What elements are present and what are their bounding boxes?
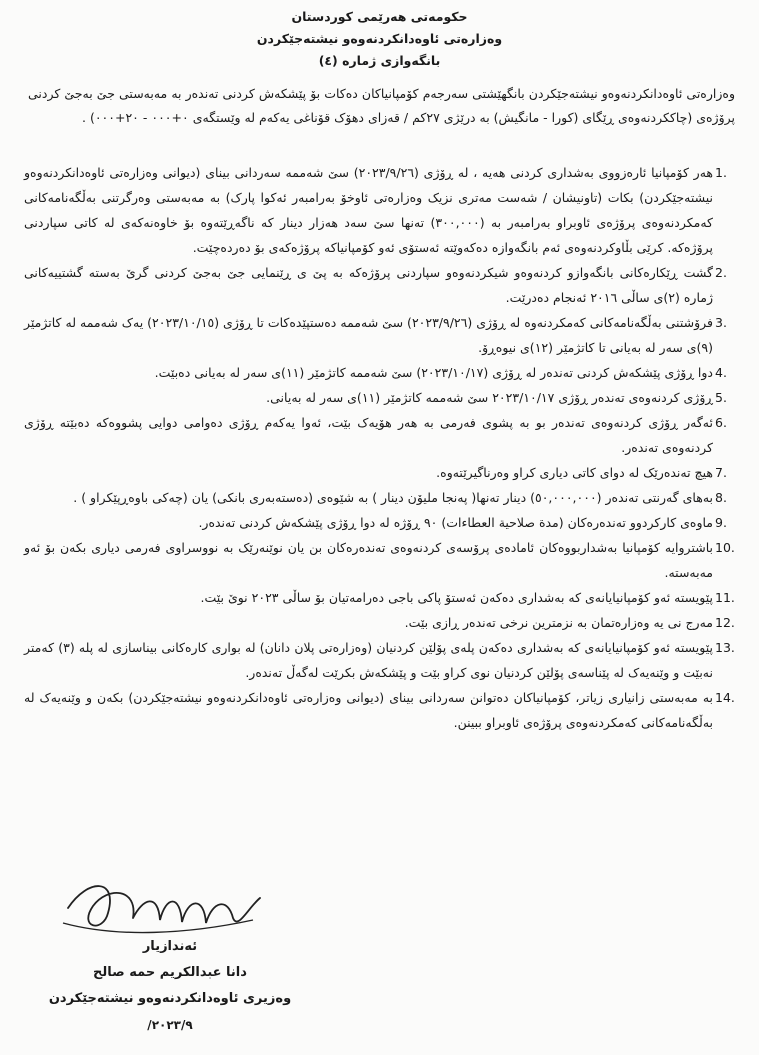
- signatory-name: دانا عبدالکریم حمە صالح: [93, 965, 247, 980]
- condition-text: پێویستە ئەو کۆمپانیایانەی کە بەشداری دەکەن پلەی پۆلێن کردنیان (وەزارەتی پلان دانان) لە بواری کارەکانی بیناسازی لە پلە (٣) کەمتر نەبێت و وێنەیەک لە پێناسەی پۆلێن کردنیان نوی کراو بێت و پێشکەش بکرێت لەگەڵ تەندەر.: [24, 640, 713, 680]
- condition-text: هەر کۆمپانیا ئارەزووی بەشداری کردنی هەیە ، لە ڕۆژی (٢٠٢٣/٩/٢٦) سێ شەممە سەردانی بینای (دیوانی وەزارەتی ئاوەدانکردنەوەو نیشتەجێکردن) بکات (تاونیشان / شەست مەتری نزیک وەزارەتی ئاوخۆ بەرامبەر ئەکوا پارک) بە مەبەستی وەرگرتنی بەڵگەنامەکانی کەمکردنەوەی پرۆژەی ئاوبراو بەرامبەر بە (٣٠٠,٠٠٠) تەنها سێ سەد هەزار دینار کە ناگەڕێتەوە بۆ خاوەنەکەی لە کاتی سپاردنی پرۆژەکە. کرێی بڵاوکردنەوەی ئەم بانگەوازە دەکەوێتە ئەستۆی ئەو کۆمپانیاکە پرۆژەکەی بۆ دەردەچێت.: [24, 165, 713, 255]
- condition-text: باشتروایە کۆمپانیا بەشداربووەکان ئامادەی پرۆسەی کردنەوەی تەندەرەکان بن یان نوێنەرێک بە نووسراوی فەرمی دیاری بکەن بۆ ئەو مەبەستە.: [24, 540, 713, 580]
- condition-item: [24, 635, 741, 685]
- ministry-name: وەزارەتی ئاوەدانکردنەوەو نیشتەجێکردن: [256, 31, 503, 46]
- condition-number: 5.: [715, 390, 727, 405]
- signature-block: [20, 860, 320, 1050]
- conditions-list: [24, 160, 741, 735]
- condition-number: 2.: [715, 265, 727, 280]
- condition-text: دوا ڕۆژی پێشکەش کردنی تەندەر لە ڕۆژی (٢٠٢٣/١٠/١٧) سێ شەممە کاتژمێر (١١)ی سەر لە بەیانی دەبێت.: [154, 365, 713, 380]
- condition-item: [24, 510, 741, 535]
- condition-text: فرۆشتنی بەڵگەنامەکانی کەمکردنەوە لە ڕۆژی (٢٠٢٣/٩/٢٦) سێ شەممە دەستپێدەکات تا ڕۆژی (٢٠٢٣/١٠/١٥) یەک شەممە لە کاتژمێر (٩)ی سەر لە بەیانی تا کاتژمێر (١٢)ی نیوەڕۆ.: [24, 315, 713, 355]
- announcement-number: بانگەوازی ژمارە (٤): [318, 53, 441, 68]
- condition-item: [24, 410, 741, 460]
- condition-number: 13.: [715, 640, 735, 655]
- signature-date: ٢٠٢٣/٩/: [147, 1018, 193, 1032]
- condition-item: [24, 535, 741, 585]
- condition-text: ئەگەر ڕۆژی کردنەوەی تەندەر بو بە پشوی فەرمی بە هەر هۆیەک بێت، ئەوا یەکەم ڕۆژی دەوامی دوایی پشووەکە دەبێتە ڕۆژی کردنەوەی تەندەر.: [24, 415, 713, 455]
- condition-item: [24, 360, 741, 385]
- condition-number: 11.: [715, 590, 735, 605]
- condition-item: [24, 685, 741, 735]
- condition-text: پێویستە ئەو کۆمپانیایانەی کە بەشداری دەکەن ئەستۆ پاکی باجی دەرامەتیان بۆ ساڵی ٢٠٢٣ نوێ بێت.: [200, 590, 713, 605]
- condition-text: بەهای گەرنتی تەندەر (٥٠,٠٠٠,٠٠٠) دینار تەنها( پەنجا ملیۆن دینار ) بە شێوەی (دەستەبەری بانکی) یان (چەکی باوەڕپێکراو ) .: [73, 490, 713, 505]
- condition-item: [24, 485, 741, 510]
- condition-number: 14.: [715, 690, 735, 705]
- document-header: [0, 6, 759, 72]
- condition-text: گشت ڕێکارەکانی بانگەوازو کردنەوەو شیکردنەوەو سپاردنی پرۆژەکە بە پێ ی ڕێنمایی جێ بەجێ کردنی گرێ بەستە گشتییەکانی ژمارە (٢)ی ساڵی ٢٠١٦ ئەنجام دەدرێت.: [24, 265, 713, 305]
- condition-number: 4.: [715, 365, 727, 380]
- condition-number: 10.: [715, 540, 735, 555]
- signatory-title: ئەندازیار: [142, 939, 198, 954]
- condition-text: ماوەی کارکردوو تەندەرەکان (مدة صلاحیة العطاءات) ٩٠ ڕۆژە لە دوا ڕۆژی پێشکەش کردنی تەندەر.: [198, 515, 713, 530]
- condition-number: 8.: [715, 490, 727, 505]
- condition-number: 1.: [715, 165, 727, 180]
- condition-item: [24, 460, 741, 485]
- condition-number: 7.: [715, 465, 727, 480]
- condition-item: [24, 585, 741, 610]
- condition-text: ڕۆژی کردنەوەی تەندەر ڕۆژی ٢٠٢٣/١٠/١٧ سێ شەممە کاتژمێر (١١)ی سەر لە بەیانی.: [266, 390, 713, 405]
- condition-text: مەرج نی یە وەزارەتمان بە نزمترین نرخی تەندەر ڕازی بێت.: [404, 615, 713, 630]
- condition-number: 12.: [715, 615, 735, 630]
- government-name: حکومەتی هەرێمی کوردستان: [291, 9, 468, 24]
- intro-paragraph: وەزارەتی ئاوەدانکردنەوەو نیشتەجێکردن بانگهێشتی سەرجەم کۆمپانیاکان دەکات بۆ پێشکەش کردنی تەندەر بە مەبەستی جێ بەجێ کردنی پرۆژەی (چاککردنەوەی ڕێگای (کورا - مانگیش) بە درێژی ٢٧کم / قەزای دهۆک قۆناغی یەکەم لە وێستگەی ٠+٠٠٠ - ٢٠+٠٠٠) .: [28, 86, 735, 125]
- condition-text: هیچ تەندەرێک لە دوای کاتی دیاری کراو وەرناگیرێتەوە.: [436, 465, 713, 480]
- signatory-position: وەزیری ئاوەدانکردنەوەو نیشتەجێکردن: [48, 991, 292, 1006]
- condition-item: [24, 160, 741, 260]
- condition-item: [24, 385, 741, 410]
- condition-text: بە مەبەستی زانیاری زیاتر، کۆمپانیاکان دەتوانن سەردانی بینای (دیوانی وەزارەتی ئاوەدانکردنەوەو نیشتەجێکردن) بکەن و وێنەیەک لە بەڵگەنامەکانی کەمکردنەوەی پرۆژەی ئاوبراو ببینن.: [24, 690, 713, 730]
- condition-number: 6.: [715, 415, 727, 430]
- condition-item: [24, 610, 741, 635]
- condition-number: 9.: [715, 515, 727, 530]
- condition-item: [24, 260, 741, 310]
- condition-number: 3.: [715, 315, 727, 330]
- condition-item: [24, 310, 741, 360]
